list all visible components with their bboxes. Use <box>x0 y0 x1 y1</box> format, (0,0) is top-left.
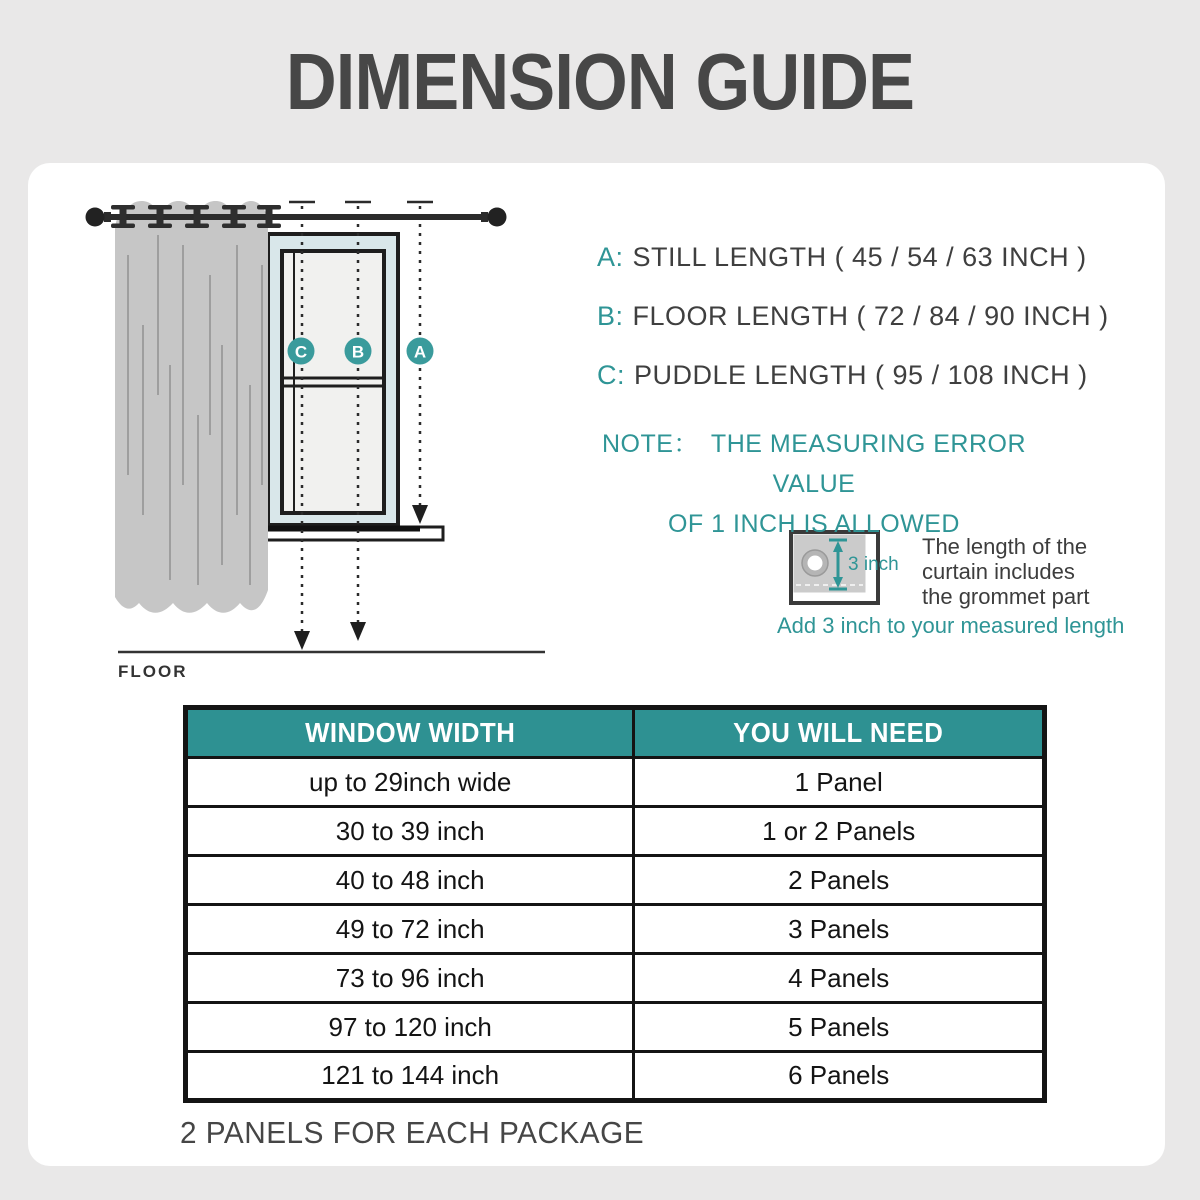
length-legend <box>597 228 1109 405</box>
window-sill <box>263 527 443 540</box>
table-row <box>186 758 1045 807</box>
measuring-note <box>598 424 1030 544</box>
marker-b-label: B <box>351 342 365 362</box>
table-row <box>186 905 1045 954</box>
panels-needed-cell: 4 Panels <box>634 954 1045 1003</box>
column-header-you-will-need: YOU WILL NEED <box>634 708 1045 758</box>
window-width-cell: 40 to 48 inch <box>186 856 634 905</box>
measuring-note-line1 <box>598 424 1030 504</box>
curtain-illustration <box>115 201 268 613</box>
grommet-measure-label: 3 inch <box>848 554 899 575</box>
grommet-tip: Add 3 inch to your measured length <box>777 613 1125 638</box>
legend-item-a <box>597 228 1109 287</box>
rod-finial-right <box>488 208 507 227</box>
grommet-description <box>922 534 1090 609</box>
panels-needed-cell: 5 Panels <box>634 1003 1045 1052</box>
legend-item-b-text: FLOOR LENGTH ( 72 / 84 / 90 INCH ) <box>632 301 1109 331</box>
measuring-note-line2: OF 1 INCH IS ALLOWED <box>667 510 960 538</box>
package-note-text: 2 PANELS FOR EACH PACKAGE <box>180 1115 645 1150</box>
grommet-desc-line3: the grommet part <box>922 584 1090 609</box>
window-width-cell: 49 to 72 inch <box>186 905 634 954</box>
legend-item-c-text: PUDDLE LENGTH ( 95 / 108 INCH ) <box>634 360 1088 390</box>
floor-label: FLOOR <box>118 662 188 681</box>
window-width-cell: 97 to 120 inch <box>186 1003 634 1052</box>
measurement-markers <box>288 338 434 365</box>
grommet-hole <box>808 556 823 571</box>
column-header-window-width: WINDOW WIDTH <box>186 708 634 758</box>
window-width-cell: 73 to 96 inch <box>186 954 634 1003</box>
legend-item-a-text: STILL LENGTH ( 45 / 54 / 63 INCH ) <box>632 242 1087 272</box>
panels-needed-cell: 2 Panels <box>634 856 1045 905</box>
panels-needed-cell: 6 Panels <box>634 1052 1045 1101</box>
window-illustration <box>268 234 398 525</box>
marker-a-label: A <box>413 342 427 362</box>
table-row <box>186 954 1045 1003</box>
panels-needed-cell: 3 Panels <box>634 905 1045 954</box>
table-row <box>186 807 1045 856</box>
page-title <box>0 36 1200 128</box>
curtain-measurement-diagram <box>80 185 640 695</box>
table-header-row <box>186 708 1045 758</box>
legend-item-c <box>597 346 1109 405</box>
panels-needed-cell: 1 or 2 Panels <box>634 807 1045 856</box>
marker-c-label: C <box>294 342 308 362</box>
legend-item-b <box>597 287 1109 346</box>
grommet-desc-line1: The length of the <box>922 534 1088 559</box>
table-row <box>186 1052 1045 1101</box>
page-title-text: DIMENSION GUIDE <box>285 37 915 126</box>
note-text-1: THE MEASURING ERROR VALUE <box>710 430 1027 498</box>
legend-item-a-key: A: <box>597 242 624 272</box>
package-note <box>180 1115 663 1151</box>
note-prefix: NOTE： <box>601 430 699 458</box>
table-row <box>186 856 1045 905</box>
window-width-cell: 30 to 39 inch <box>186 807 634 856</box>
legend-item-b-key: B: <box>597 301 624 331</box>
window-width-cell: up to 29inch wide <box>186 758 634 807</box>
panel-requirement-table <box>183 705 1047 1103</box>
rod-finial-left <box>86 208 105 227</box>
window-width-cell: 121 to 144 inch <box>186 1052 634 1101</box>
panels-needed-cell: 1 Panel <box>634 758 1045 807</box>
table-row <box>186 1003 1045 1052</box>
grommet-desc-line2: curtain includes <box>922 559 1075 584</box>
legend-item-c-key: C: <box>597 360 625 390</box>
